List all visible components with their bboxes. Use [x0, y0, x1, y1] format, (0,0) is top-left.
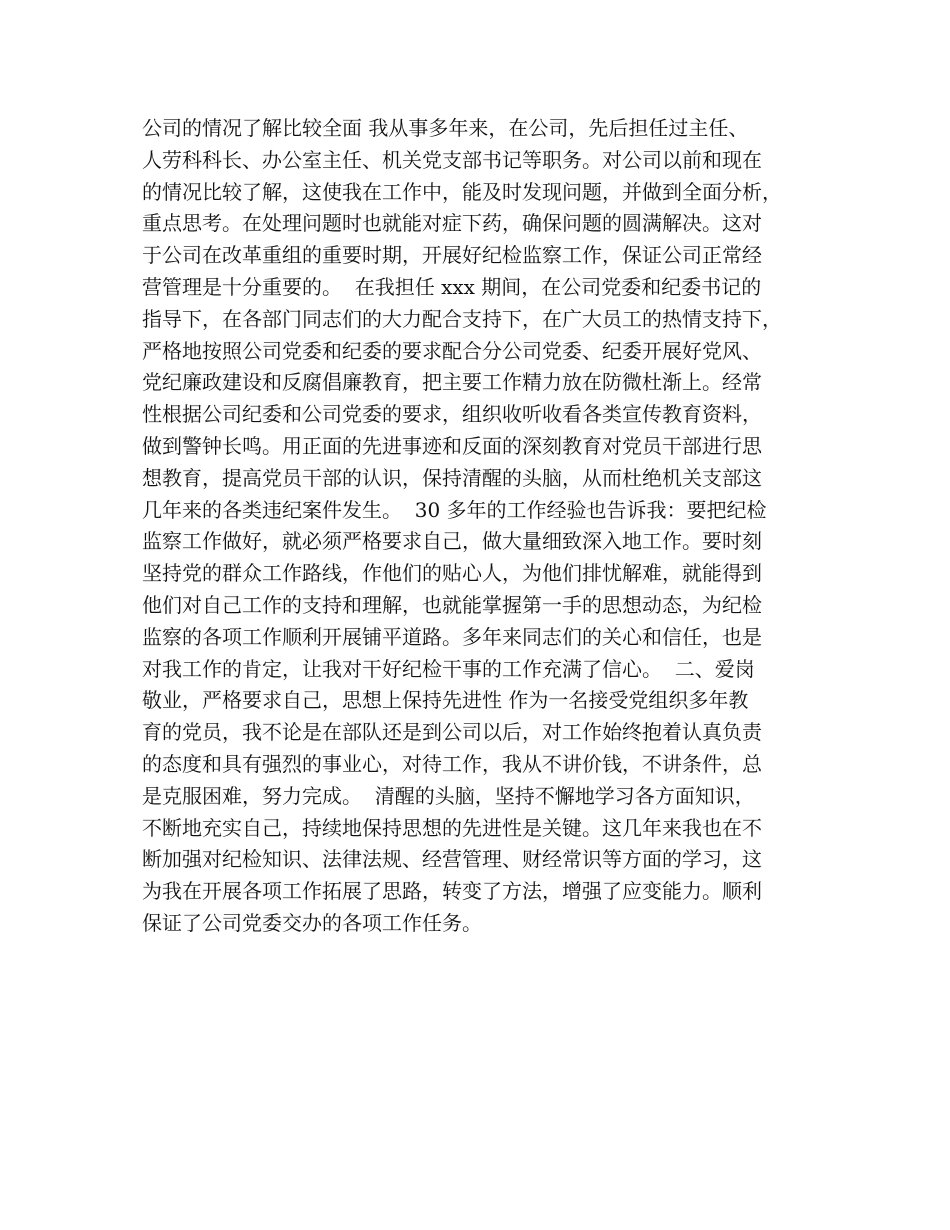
- text-line: 坚持党的群众工作路线，作他们的贴心人，为他们排忧解难，就能得到: [142, 561, 762, 586]
- text-line: 育的党员，我不论是在部队还是到公司以后，对工作始终抱着认真负责: [142, 720, 762, 745]
- text-line: 重点思考。在处理问题时也就能对症下药，确保问题的圆满解决。这对: [142, 211, 762, 236]
- text-line: 营管理是十分重要的。 在我担任 xxx 期间，在公司党委和纪委书记的: [142, 274, 762, 299]
- text-line: 监察工作做好，就必须严格要求自己，做大量细致深入地工作。要时刻: [142, 529, 762, 554]
- text-line: 不断地充实自己，持续地保持思想的先进性是关键。这几年来我也在不: [142, 815, 762, 840]
- text-line: 性根据公司纪委和公司党委的要求，组织收听收看各类宣传教育资料，: [142, 402, 762, 427]
- text-line: 做到警钟长鸣。用正面的先进事迹和反面的深刻教育对党员干部进行思: [142, 433, 762, 458]
- text-line: 公司的情况了解比较全面 我从事多年来，在公司，先后担任过主任、: [142, 116, 749, 140]
- text-line: 保证了公司党委交办的各项工作任务。: [142, 910, 482, 935]
- text-line: 指导下，在各部门同志们的大力配合支持下，在广大员工的热情支持下，: [142, 306, 782, 331]
- text-line: 他们对自己工作的支持和理解，也就能掌握第一手的思想动态，为纪检: [142, 592, 762, 617]
- text-line: 党纪廉政建设和反腐倡廉教育，把主要工作精力放在防微杜渐上。经常: [142, 370, 762, 395]
- text-line: 对我工作的肯定，让我对干好纪检干事的工作充满了信心。 二、爱岗: [142, 656, 755, 681]
- text-line: 敬业，严格要求自己，思想上保持先进性 作为一名接受党组织多年教: [142, 688, 749, 713]
- text-line: 严格地按照公司党委和纪委的要求配合分公司党委、纪委开展好党风、: [142, 338, 762, 363]
- text-line: 是克服困难，努力完成。 清醒的头脑，坚持不懈地学习各方面知识，: [142, 783, 755, 808]
- text-line: 为我在开展各项工作拓展了思路，转变了方法，增强了应变能力。顺利: [142, 879, 762, 904]
- text-line: 人劳科科长、办公室主任、机关党支部书记等职务。对公司以前和现在: [142, 147, 762, 172]
- text-line: 几年来的各类违纪案件发生。 30 多年的工作经验也告诉我：要把纪检: [142, 497, 767, 522]
- text-line: 想教育，提高党员干部的认识，保持清醒的头脑，从而杜绝机关支部这: [142, 465, 762, 490]
- text-line: 的情况比较了解，这使我在工作中，能及时发现问题，并做到全面分析，: [142, 179, 782, 204]
- body-text: [142, 113, 842, 940]
- text-line: 的态度和具有强烈的事业心，对待工作，我从不讲价钱，不讲条件，总: [142, 751, 762, 776]
- text-line: 断加强对纪检知识、法律法规、经营管理、财经常识等方面的学习，这: [142, 847, 762, 872]
- text-line: 监察的各项工作顺利开展铺平道路。多年来同志们的关心和信任，也是: [142, 624, 762, 649]
- text-line: 于公司在改革重组的重要时期，开展好纪检监察工作，保证公司正常经: [142, 243, 762, 268]
